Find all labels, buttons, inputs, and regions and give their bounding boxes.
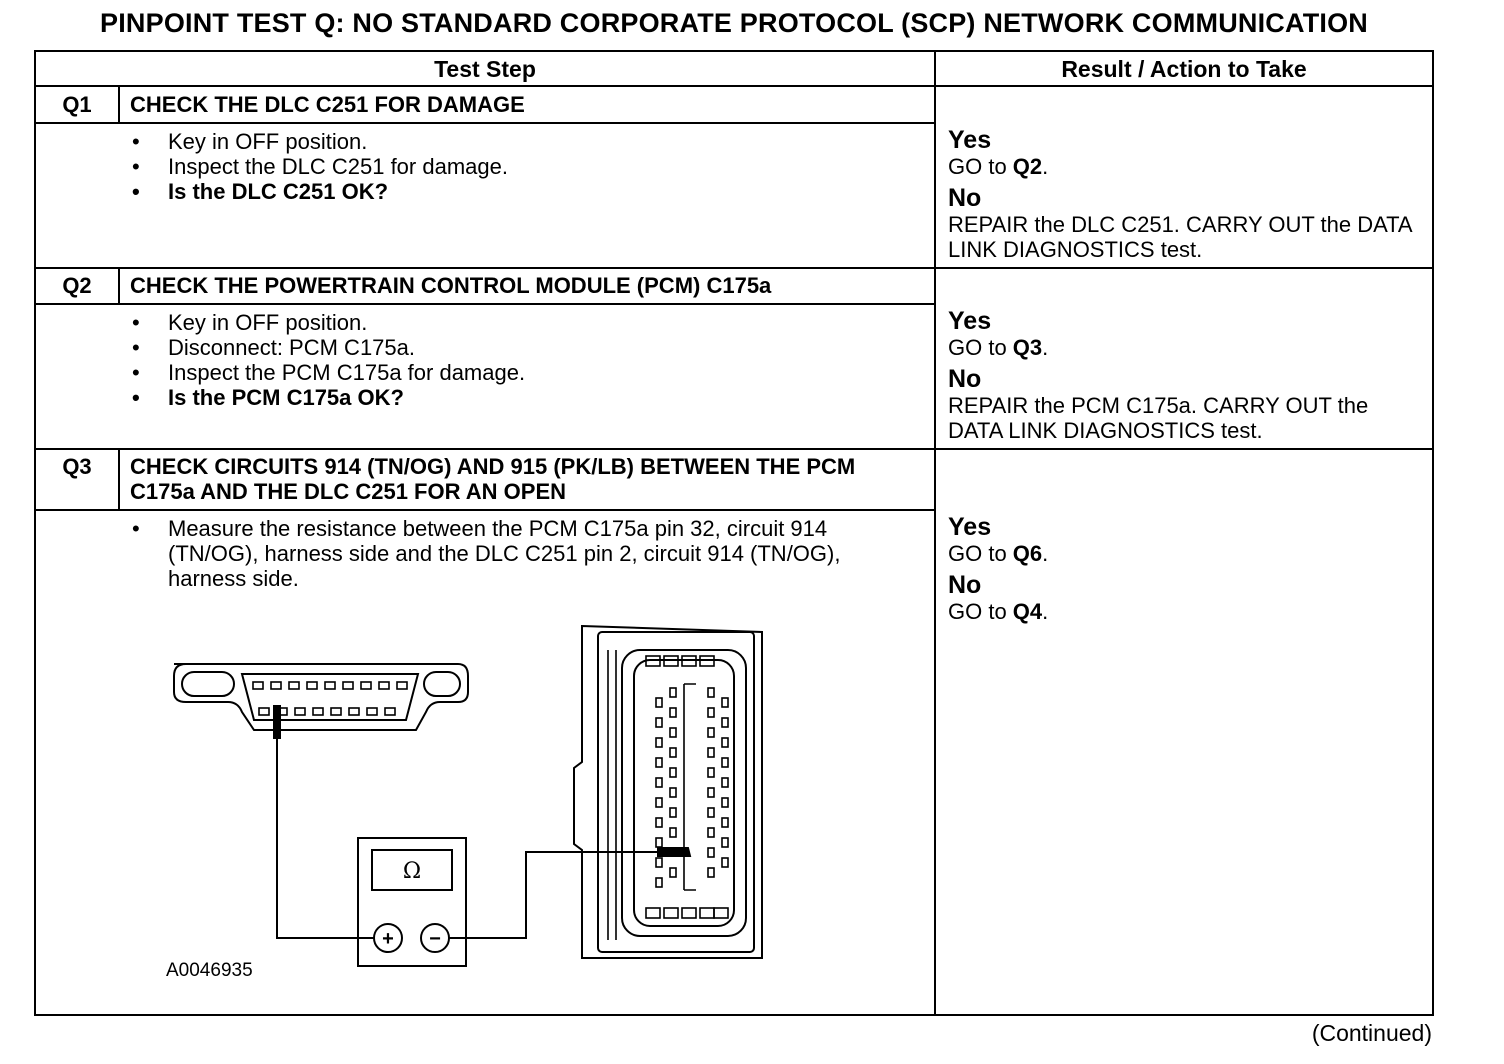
result-q2 <box>948 307 1428 448</box>
dlc-mount-hole-right <box>424 672 460 696</box>
bullet: • Disconnect: PCM C175a. <box>126 335 926 360</box>
meter-ohm-symbol: Ω <box>402 859 422 884</box>
bullet: • Inspect the DLC C251 for damage. <box>126 154 926 179</box>
dlc-mount-hole-left <box>182 672 234 696</box>
step-id-q3: Q3 <box>62 454 92 479</box>
q3-id-divider <box>118 449 120 510</box>
q1-id-divider <box>118 87 120 123</box>
bullet-question: • Is the DLC C251 OK? <box>126 179 926 204</box>
resistance-measurement-diagram <box>150 620 790 990</box>
yes-action: GO to Q3. <box>948 335 1049 360</box>
no-label: No <box>948 365 982 393</box>
no-action: GO to Q4. <box>948 599 1049 624</box>
no-label: No <box>948 184 982 212</box>
step-title-q1: CHECK THE DLC C251 FOR DAMAGE <box>130 92 525 117</box>
bullet: • Measure the resistance between the PCM C175a pin 32, circuit 914 (TN/OG), harness side and the DLC C251 pin 2, circuit 914 (TN/OG), harness side. <box>126 516 916 591</box>
meter-plus-label: + <box>382 928 394 950</box>
bullet: • Key in OFF position. <box>126 310 926 335</box>
step-title-q3: CHECK CIRCUITS 914 (TN/OG) AND 915 (PK/LB) BETWEEN THE PCM C175a AND THE DLC C251 FOR AN OPEN <box>130 454 856 504</box>
pcm-probe <box>658 848 690 856</box>
header-rule <box>36 85 1432 87</box>
multimeter-icon <box>358 838 466 966</box>
continued-label: (Continued) <box>1311 1020 1432 1046</box>
step-title-q2: CHECK THE POWERTRAIN CONTROL MODULE (PCM) C175a <box>130 273 772 298</box>
meter-minus-label: − <box>429 928 441 950</box>
result-q1 <box>948 126 1428 267</box>
q2-title-rule <box>36 303 934 305</box>
q3-title-rule <box>36 509 934 511</box>
bullet-question: • Is the PCM C175a OK? <box>126 385 926 410</box>
figure-id: A0046935 <box>166 960 253 981</box>
yes-label: Yes <box>948 513 992 541</box>
no-action: REPAIR the DLC C251. CARRY OUT the DATA LINK DIAGNOSTICS test. <box>948 212 1412 262</box>
step-id-q2: Q2 <box>62 273 92 298</box>
q2-id-divider <box>118 268 120 304</box>
header-test-step: Test Step <box>434 56 536 82</box>
dlc-probe <box>274 706 280 738</box>
yes-label: Yes <box>948 126 992 154</box>
step-id-q1: Q1 <box>62 92 92 117</box>
bullet: • Inspect the PCM C175a for damage. <box>126 360 926 385</box>
step-bullets-q1 <box>126 129 926 204</box>
yes-action: GO to Q2. <box>948 154 1049 179</box>
no-label: No <box>948 571 982 599</box>
q2-end-rule <box>36 448 1432 450</box>
page-title: PINPOINT TEST Q: NO STANDARD CORPORATE PROTOCOL (SCP) NETWORK COMMUNICATION <box>100 8 1368 38</box>
result-q3 <box>948 513 1428 629</box>
no-action: REPAIR the PCM C175a. CARRY OUT the DATA LINK DIAGNOSTICS test. <box>948 393 1369 443</box>
step-bullets-q2 <box>126 310 926 410</box>
q1-title-rule <box>36 122 934 124</box>
header-result: Result / Action to Take <box>1061 56 1307 82</box>
yes-action: GO to Q6. <box>948 541 1049 566</box>
bullet: • Key in OFF position. <box>126 129 926 154</box>
step-bullets-q3 <box>126 516 916 591</box>
column-divider <box>934 52 936 1014</box>
q1-end-rule <box>36 267 1432 269</box>
yes-label: Yes <box>948 307 992 335</box>
